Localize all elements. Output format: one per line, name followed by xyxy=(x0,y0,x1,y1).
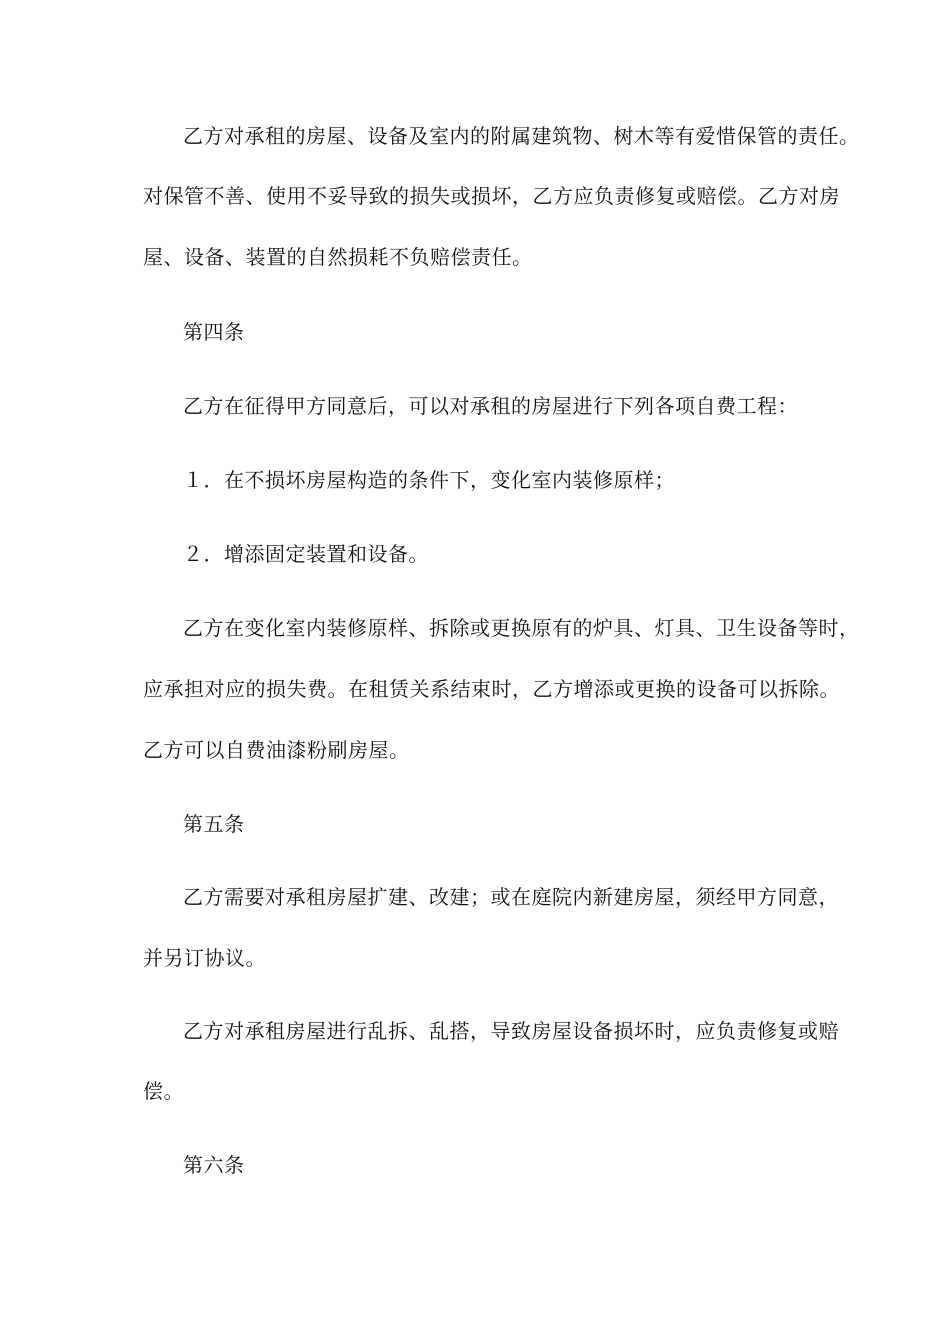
article-6-heading: 第六条 xyxy=(183,1153,245,1177)
paragraph-8-line-1: 乙方需要对承租房屋扩建、改建；或在庭院内新建房屋，须经甲方同意， xyxy=(183,885,839,909)
paragraph-3-line-1: 乙方在征得甲方同意后，可以对承租的房屋进行下列各项自费工程： xyxy=(183,394,798,418)
list-item-2: ２．增添固定装置和设备。 xyxy=(183,542,429,566)
paragraph-9-line-1: 乙方对承租房屋进行乱拆、乱搭，导致房屋设备损坏时，应负责修复或赔 xyxy=(183,1019,839,1043)
article-5-heading: 第五条 xyxy=(183,812,245,836)
paragraph-8-line-2: 并另订协议。 xyxy=(143,946,266,970)
paragraph-6-line-2: 应承担对应的损失费。在租赁关系结束时，乙方增添或更换的设备可以拆除。 xyxy=(143,677,840,701)
paragraph-6-line-3: 乙方可以自费油漆粉刷房屋。 xyxy=(143,738,410,762)
article-4-heading: 第四条 xyxy=(183,320,245,344)
paragraph-1-line-1: 乙方对承租的房屋、设备及室内的附属建筑物、树木等有爱惜保管的责任。 xyxy=(183,124,860,148)
paragraph-1-line-2: 对保管不善、使用不妥导致的损失或损坏，乙方应负责修复或赔偿。乙方对房 xyxy=(143,184,840,208)
paragraph-6-line-1: 乙方在变化室内装修原样、拆除或更换原有的炉具、灯具、卫生设备等时， xyxy=(183,616,860,640)
list-item-1: １．在不损坏房屋构造的条件下，变化室内装修原样； xyxy=(183,468,675,492)
paragraph-1-line-3: 屋、设备、装置的自然损耗不负赔偿责任。 xyxy=(143,245,533,269)
paragraph-9-line-2: 偿。 xyxy=(143,1079,184,1103)
